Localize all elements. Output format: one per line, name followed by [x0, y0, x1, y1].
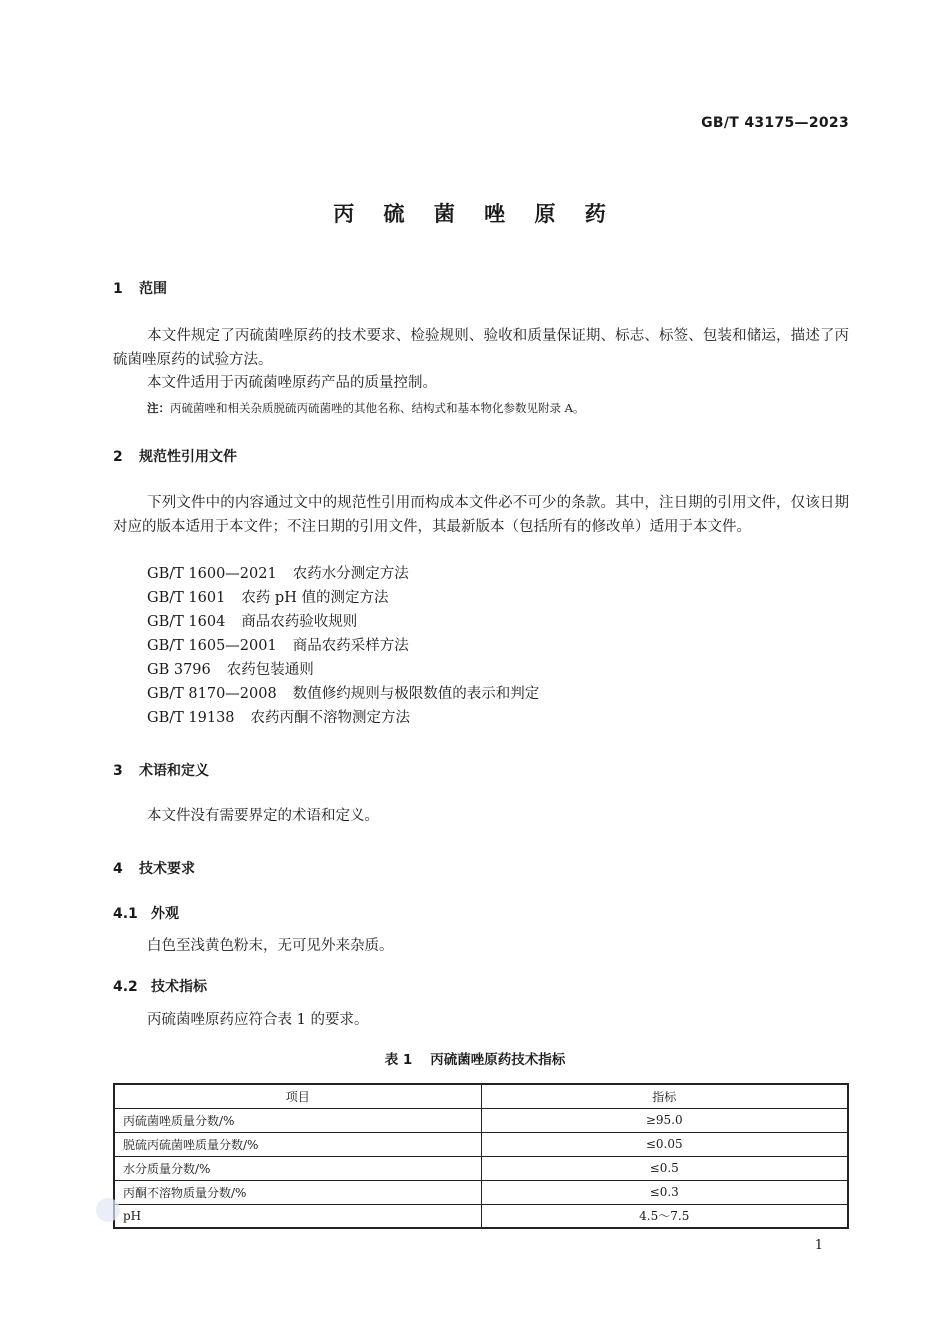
reference-item: [147, 563, 409, 587]
section-title: 规范性引用文件: [139, 449, 237, 465]
table-caption-title: 丙硫菌唑原药技术指标: [430, 1052, 566, 1068]
reference-title: 农药 pH 值的测定方法: [241, 590, 389, 606]
table-cell-item: 丙硫菌唑质量分数/%: [114, 1108, 481, 1132]
section-title: 范围: [139, 281, 167, 297]
reference-title: 数值修约规则与极限数值的表示和判定: [292, 686, 540, 702]
section-1-note: [147, 400, 584, 416]
section-title: 技术指标: [151, 979, 207, 995]
paragraph-text: 本文件规定了丙硫菌唑原药的技术要求、检验规则、验收和质量保证期、标志、标签、包装和储运，描述了丙硫菌唑原药的试验方法。: [113, 328, 849, 368]
section-title: 外观: [151, 906, 179, 922]
reference-item: [147, 707, 410, 731]
reference-code: GB/T 1601: [147, 590, 226, 606]
table-cell-spec: ≤0.5: [481, 1156, 848, 1180]
reference-title: 农药丙酮不溶物测定方法: [250, 710, 411, 726]
watermark-logo: [96, 1198, 120, 1222]
note-label: 注：: [147, 401, 170, 415]
table-caption-number: 表 1: [384, 1052, 413, 1068]
section-title: 技术要求: [139, 861, 195, 877]
section-3-paragraph: 本文件没有需要界定的术语和定义。: [147, 808, 379, 824]
reference-title: 商品农药采样方法: [292, 638, 409, 654]
section-4-1-paragraph: 白色至浅黄色粉末，无可见外来杂质。: [147, 938, 394, 954]
table-cell-item: pH: [114, 1204, 481, 1228]
section-number: 3: [113, 763, 123, 779]
reference-code: GB/T 1605—2001: [147, 638, 277, 654]
reference-item: [147, 635, 409, 659]
table-cell-spec: ≤0.05: [481, 1132, 848, 1156]
reference-code: GB/T 8170—2008: [147, 686, 277, 702]
table-row: [114, 1156, 848, 1180]
table-cell-spec: ≥95.0: [481, 1108, 848, 1132]
spec-table: [113, 1083, 849, 1229]
reference-title: 农药水分测定方法: [292, 566, 409, 582]
table-caption: [0, 1048, 950, 1068]
table-cell-item: 脱硫丙硫菌唑质量分数/%: [114, 1132, 481, 1156]
table-cell-item: 丙酮不溶物质量分数/%: [114, 1180, 481, 1204]
section-1-paragraph-1: [113, 325, 849, 372]
table-cell-spec: ≤0.3: [481, 1180, 848, 1204]
reference-item: [147, 683, 539, 707]
section-number: 4.2: [113, 979, 138, 995]
table-cell-item: 水分质量分数/%: [114, 1156, 481, 1180]
section-number: 1: [113, 281, 123, 297]
document-title: 丙 硫 菌 唑 原 药: [333, 202, 617, 226]
section-title: 术语和定义: [139, 763, 209, 779]
table-row: [114, 1204, 848, 1228]
section-number: 4: [113, 861, 123, 877]
section-4-2-paragraph: 丙硫菌唑原药应符合表 1 的要求。: [147, 1012, 369, 1028]
column-header-item: 项目: [114, 1084, 481, 1108]
reference-code: GB/T 1600—2021: [147, 566, 277, 582]
section-3-heading: [113, 760, 209, 780]
column-header-spec: 指标: [481, 1084, 848, 1108]
section-4-heading: [113, 858, 195, 878]
section-number: 4.1: [113, 906, 138, 922]
standard-code: GB/T 43175—2023: [701, 115, 849, 131]
table-row: [114, 1132, 848, 1156]
reference-item: [147, 659, 314, 683]
section-1-paragraph-2: 本文件适用于丙硫菌唑原药产品的质量控制。: [147, 375, 437, 391]
section-4-2-heading: [113, 976, 207, 996]
section-4-1-heading: [113, 903, 179, 923]
reference-item: [147, 587, 388, 611]
reference-code: GB/T 1604: [147, 614, 226, 630]
page-number: 1: [814, 1238, 823, 1253]
reference-code: GB 3796: [147, 662, 211, 678]
note-text: 丙硫菌唑和相关杂质脱硫丙硫菌唑的其他名称、结构式和基本物化参数见附录 A。: [170, 401, 585, 415]
table-cell-spec: 4.5～7.5: [481, 1204, 848, 1228]
table-row: [114, 1180, 848, 1204]
reference-item: [147, 611, 357, 635]
table-header-row: [114, 1084, 848, 1108]
section-number: 2: [113, 449, 123, 465]
section-2-intro: [113, 492, 849, 539]
paragraph-text: 下列文件中的内容通过文中的规范性引用而构成本文件必不可少的条款。其中，注日期的引用文件，仅该日期对应的版本适用于本文件；不注日期的引用文件，其最新版本（包括所有的修改单）适用于本文件。: [113, 495, 849, 535]
reference-title: 农药包装通则: [226, 662, 314, 678]
table-row: [114, 1108, 848, 1132]
section-2-heading: [113, 446, 237, 466]
reference-title: 商品农药验收规则: [241, 614, 358, 630]
section-1-heading: [113, 278, 167, 298]
reference-code: GB/T 19138: [147, 710, 235, 726]
